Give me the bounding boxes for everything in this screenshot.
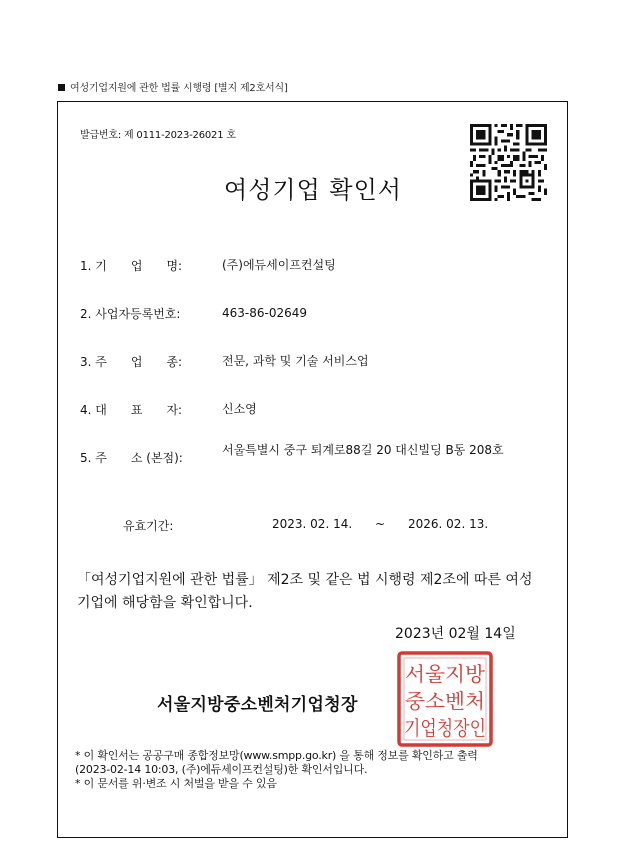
svg-text:서울지방: 서울지방: [405, 662, 486, 686]
field-label: 5. 주 소 (본점):: [80, 451, 183, 465]
issuer-name: 서울지방중소벤처기업청장: [157, 695, 358, 715]
note-line: * 이 문서를 위·변조 시 처벌을 받을 수 있음: [75, 777, 277, 790]
notes: [75, 749, 545, 791]
validity-label: 유효기간:: [123, 519, 174, 533]
field-value: 463-86-02649: [222, 306, 308, 320]
svg-text:중소벤처: 중소벤처: [405, 689, 485, 713]
svg-text:기업청장인: 기업청장인: [404, 716, 486, 740]
square-bullet-icon: [58, 84, 65, 91]
field-label: 4. 대 표 자:: [80, 403, 183, 417]
validity-separator: ~: [375, 517, 386, 531]
validity-start: 2023. 02. 14.: [272, 517, 353, 531]
official-seal-icon: [396, 650, 494, 748]
note-line: * 이 확인서는 공공구매 종합정보망(www.smpp.go.kr) 을 통해 정보를 확인하고 출력: [75, 749, 478, 762]
validity-end: 2026. 02. 13.: [408, 517, 489, 531]
field-label: 1. 기 업 명:: [80, 259, 183, 273]
note-line: (2023-02-14 10:03, (주)에듀세이프컨설팅)한 확인서입니다.: [75, 763, 368, 776]
field-label: 3. 주 업 종:: [80, 355, 183, 369]
issue-number: 발급번호: 제 0111-2023-26021 호: [80, 130, 236, 141]
validity-range: [272, 517, 488, 531]
field-value: 전문, 과학 및 기술 서비스업: [222, 354, 369, 368]
field-value: 신소영: [222, 402, 257, 416]
field-value: 서울특별시 중구 퇴계로88길 20 대신빌딩 B동 208호: [222, 443, 504, 457]
form-reference-text: 여성기업지원에 관한 법률 시행령 [별지 제2호서식]: [70, 83, 288, 94]
confirmation-statement: 「여성기업지원에 관한 법률」 제2조 및 같은 법 시행령 제2조에 따른 여성기업에 해당함을 확인합니다.: [77, 572, 533, 611]
form-reference: [58, 79, 288, 94]
document-title: 여성기업 확인서: [224, 176, 402, 204]
field-value: (주)에듀세이프컨설팅: [222, 258, 336, 272]
field-label: 2. 사업자등록번호:: [80, 307, 181, 321]
issue-date: 2023년 02월 14일: [395, 626, 516, 642]
